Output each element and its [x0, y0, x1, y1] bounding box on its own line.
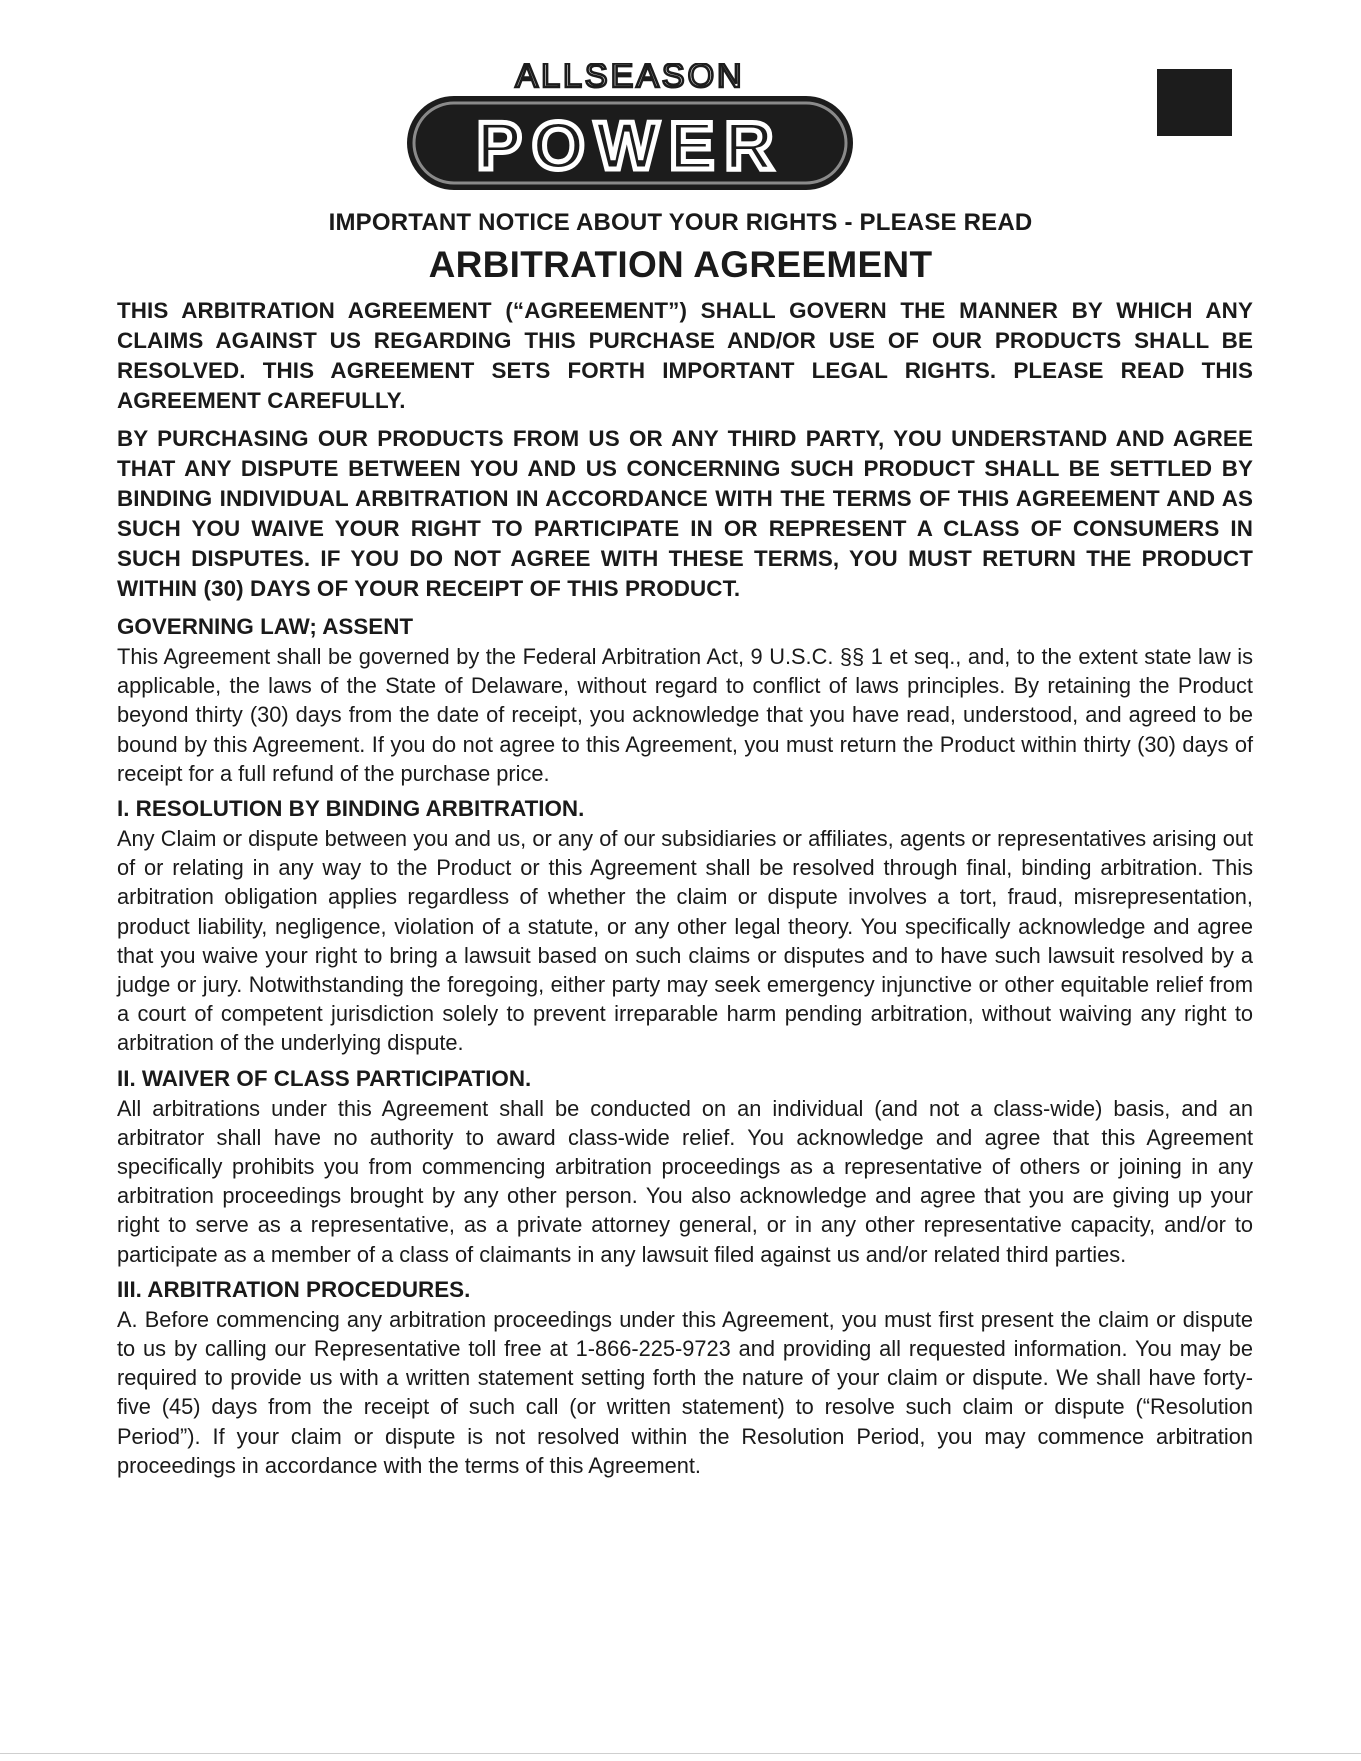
section-text: This Agreement shall be governed by the Federal Arbitration Act, 9 U.S.C. §§ 1 et seq., and, to the extent state law is applicable, the laws of the State of Delaware, without regard to conflict of laws principles. By retaining the Product beyond thirty (30) days from the date of receipt, you acknowledge that you have read, understood, and agreed to be bound by this Agreement. If you do not agree to this Agreement, you must return the Product within thirty (30) days of receipt for a full refund of the purchase price.: [117, 644, 1253, 786]
section-text: Any Claim or dispute between you and us, or any of our subsidiaries or affiliates, agents or representatives arising out of or relating in any way to the Product or this Agreement shall be resolved through final, binding arbitration. This arbitration obligation applies regardless of whether the claim or dispute involves a tort, fraud, misrepresentation, product liability, negligence, violation of a statute, or any other legal theory. You specifically acknowledge and agree that you waive your right to bring a lawsuit based on such claims or disputes and to have such lawsuit resolved by a judge or jury. Notwithstanding the foregoing, either party may seek emergency injunctive or other equitable relief from a court of competent jurisdiction solely to prevent irreparable harm pending arbitration, without waiving any right to arbitration of the underlying dispute.: [117, 826, 1253, 1056]
section-heading: I. RESOLUTION BY BINDING ARBITRATION.: [117, 796, 585, 822]
page-title: ARBITRATION AGREEMENT: [428, 244, 933, 285]
important-notice-heading: IMPORTANT NOTICE ABOUT YOUR RIGHTS - PLEASE READ: [328, 209, 1033, 236]
page-bottom-rule: [0, 1753, 1361, 1754]
section-heading: GOVERNING LAW; ASSENT: [117, 614, 414, 639]
section-heading: III. ARBITRATION PROCEDURES.: [117, 1276, 471, 1302]
section-text: A. Before commencing any arbitration proceedings under this Agreement, you must first present the claim or dispute to us by calling our Representative toll free at 1-866-225-9723 and providing all requested information. You may be required to provide us with a written statement setting forth the nature of your claim or dispute. We shall have forty-five (45) days from the receipt of such call (or written statement) to resolve such claim or dispute (“Resolution Period”). If your claim or dispute is not resolved within the Resolution Period, you may commence arbitration proceedings in accordance with the terms of this Agreement.: [117, 1306, 1253, 1478]
allseason-power-logo: [405, 63, 855, 193]
corner-black-box: [1157, 69, 1232, 136]
section-heading: II. WAIVER OF CLASS PARTICIPATION.: [117, 1065, 532, 1091]
intro-paragraph: THIS ARBITRATION AGREEMENT (“AGREEMENT”) SHALL GOVERN THE MANNER BY WHICH ANY CLAIMS AGAINST US REGARDING THIS PURCHASE AND/OR USE OF OUR PRODUCTS SHALL BE RESOLVED. THIS AGREEMENT SETS FORTH IMPORTANT LEGAL RIGHTS. PLEASE READ THIS AGREEMENT CAREFULLY.: [117, 298, 1253, 413]
intro-paragraph: BY PURCHASING OUR PRODUCTS FROM US OR ANY THIRD PARTY, YOU UNDERSTAND AND AGREE THAT ANY DISPUTE BETWEEN YOU AND US CONCERNING SUCH PRODUCT SHALL BE SETTLED BY BINDING INDIVIDUAL ARBITRATION IN ACCORDANCE WITH THE TERMS OF THIS AGREEMENT AND AS SUCH YOU WAIVE YOUR RIGHT TO PARTICIPATE IN OR REPRESENT A CLASS OF CONSUMERS IN SUCH DISPUTES. IF YOU DO NOT AGREE WITH THESE TERMS, YOU MUST RETURN THE PRODUCT WITHIN (30) DAYS OF YOUR RECEIPT OF THIS PRODUCT.: [117, 426, 1253, 601]
agreement-body: [117, 296, 1253, 1486]
logo-top-text: ALLSEASON: [515, 63, 745, 95]
logo-main-text: POWER: [476, 108, 784, 184]
section-text: All arbitrations under this Agreement shall be conducted on an individual (and not a class-wide) basis, and an arbitrator shall have no authority to award class-wide relief. You acknowledge and agree that this Agreement specifically prohibits you from commencing arbitration proceedings as a representative of others or joining in any arbitration proceedings brought by any other person. You also acknowledge and agree that you are giving up your right to serve as a representative, as a private attorney general, or in any other representative capacity, and/or to participate as a member of a class of claimants in any lawsuit filed against us and/or related third parties.: [117, 1095, 1253, 1267]
